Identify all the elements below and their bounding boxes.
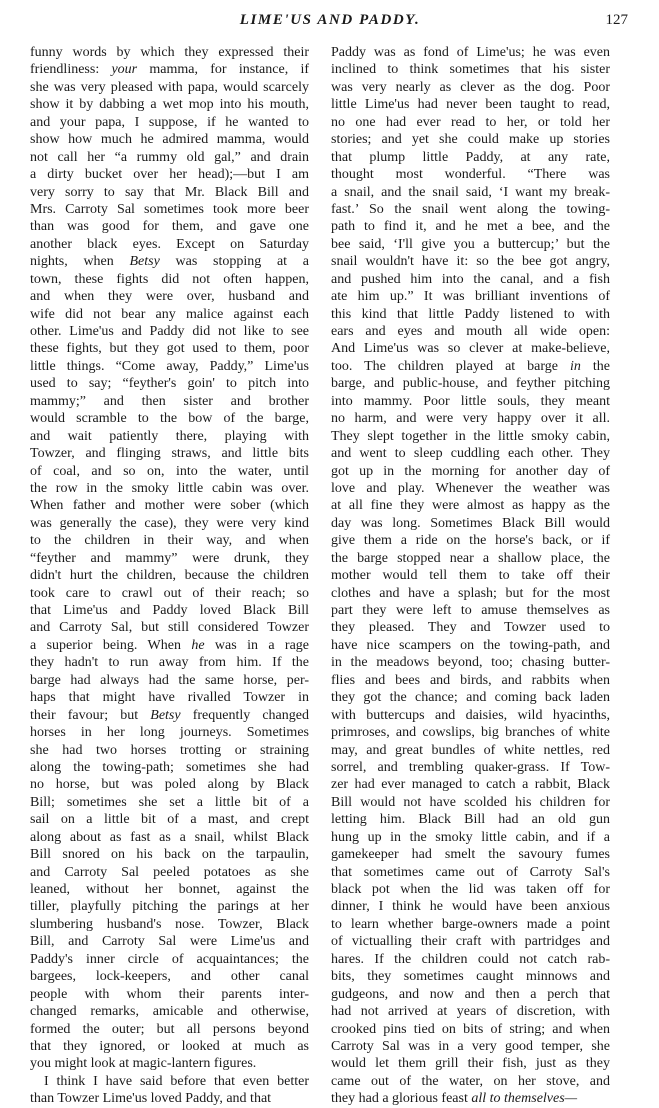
text-line: dinner, I think he would have been anxious xyxy=(331,899,610,915)
text-line: stories; and yet she could make up stories xyxy=(331,132,610,148)
text-line: that sometimes came out of Carroty Sal's xyxy=(331,864,610,880)
text-line: show how much he admired mamma, would xyxy=(30,132,309,148)
text-line: had not arrived at years of discretion, with xyxy=(331,1004,610,1020)
text-line: of coal, and so on, into the water, until xyxy=(30,463,309,479)
text-line: And Lime'us was so clever at make-believe, xyxy=(331,341,610,357)
text-line: black pot when the lid was taken off for xyxy=(331,882,610,897)
text-line: zer had ever managed to catch a rabbit, Black xyxy=(331,777,610,793)
text-line: bee said, ‘I'll give you a buttercup;’ but the xyxy=(331,236,610,252)
text-line: not call her “a rummy old gal,” and drain xyxy=(30,149,309,165)
text-line: inclined to think sometimes that his sister xyxy=(331,62,610,78)
text-line: took care to crawl out of their reach; so xyxy=(30,585,309,601)
text-line: wife did not bear any malice against each xyxy=(30,306,309,322)
text-line: no harm, and were very happy over it all. xyxy=(331,411,610,427)
text-line: to learn whether barge-owners made a point xyxy=(331,916,610,932)
text-line: hares. If the children could not catch rab- xyxy=(331,951,610,967)
text-line: Paddy was as fond of Lime'us; he was even xyxy=(331,45,610,60)
text-line: They slept together in the little smoky cabin, xyxy=(331,428,610,444)
text-line: day was long. Sometimes Black Bill would xyxy=(331,515,610,531)
text-line: and Carroty Sal peeled potatoes as she xyxy=(30,864,309,880)
text-line: and when they were over, husband and xyxy=(30,289,309,305)
text-line: with buttercups and daisies, wild hyacinths, xyxy=(331,707,610,723)
page-header xyxy=(30,12,630,38)
text-line: Bill, and Carroty Sal were Lime'us and xyxy=(30,934,309,950)
text-line: into mammy. Poor little souls, they meant xyxy=(331,393,610,409)
text-line: another black eyes. Except on Saturday xyxy=(30,236,309,252)
text-line: thought most wonderful. “There was xyxy=(331,167,610,183)
text-line: funny words by which they expressed their xyxy=(30,45,309,60)
text-line: Mrs. Carroty Sal sometimes took more beer xyxy=(30,201,309,217)
text-line: sail on a little bit of a mast, and crept xyxy=(30,812,309,828)
text-line: show it by dabbing a wet mop into his mouth, xyxy=(30,97,309,113)
text-line: and your papa, I suppose, if he wanted to xyxy=(30,114,309,130)
text-line: When father and mother were sober (which xyxy=(30,498,309,514)
text-line: primroses, and cowslips, big branches of white xyxy=(331,725,610,741)
text-line: bits, they sometimes caught minnows and xyxy=(331,969,610,985)
text-line: that Lime'us and Paddy loved Black Bill xyxy=(30,603,309,618)
text-line: too. The children played at barge in the xyxy=(331,358,611,374)
text-line: people with whom their parents inter- xyxy=(30,986,309,1002)
text-line: sorrel, and trembling quaker-grass. If Tow- xyxy=(331,759,610,775)
text-line: a dirty bucket over her head);—but I am xyxy=(30,167,309,183)
text-line: a snail, and the snail said, ‘I want my break- xyxy=(331,184,610,200)
text-line: this kind that little Paddy listened to with xyxy=(331,306,610,322)
text-line: changed remarks, amicable and otherwise, xyxy=(30,1004,309,1020)
running-head: LIME'US AND PADDY. xyxy=(239,12,421,28)
text-line: flies and bees and birds, and rabbits when xyxy=(331,672,610,688)
text-line: gudgeons, and now and then a perch that xyxy=(331,986,610,1002)
text-line: would scramble to the bow of the barge, xyxy=(30,411,309,427)
text-line: have nice scampers on the towing-path, and xyxy=(331,637,610,653)
text-line: part they were left to amuse themselves as xyxy=(331,603,610,618)
text-line: the barge stopped near a shallow place, the xyxy=(331,550,610,566)
text-line: of victualling their craft with partridges and xyxy=(331,934,610,950)
text-line: that they ignored, or looked at much as xyxy=(30,1038,309,1054)
text-line: little things. “Come away, Paddy,” Lime'us xyxy=(30,358,309,374)
text-line: tiller, playfully pitching the parings at her xyxy=(30,899,309,915)
text-line: Bill snored on his back on the tarpaulin, xyxy=(30,847,309,863)
text-line: Paddy's inner circle of acquaintances; the xyxy=(30,951,309,967)
text-line: no horse, but was poled along by Black xyxy=(30,777,309,793)
text-line: than was good for them, and gave one xyxy=(30,219,309,235)
text-line: give them a ride on the horse's back, or if xyxy=(331,533,610,549)
text-line: in the meadows beyond, too; chasing butter- xyxy=(331,655,610,671)
text-line: and pushed him into the canal, and a fish xyxy=(331,271,610,287)
text-column-right xyxy=(331,44,610,1108)
text-line: haps that might have rivalled Towzer in xyxy=(30,690,309,706)
text-line: these fights, but they got used to them, poor xyxy=(30,341,309,357)
text-line: little Lime'us had never been taught to read, xyxy=(331,97,610,113)
text-line: got up in the morning for another day of xyxy=(331,463,610,479)
text-line: to the children in their way, and when xyxy=(30,533,309,549)
text-line: and went to sleep cuddling each other. They xyxy=(331,446,610,462)
text-line: letting him. Black Bill had an old gun xyxy=(331,812,610,828)
text-line: Bill; sometimes she set a little bit of a xyxy=(30,794,309,810)
text-line: used to say; “feyther's goin' to pitch into xyxy=(30,376,309,392)
text-line: that plump little Paddy, at any rate, xyxy=(331,149,610,165)
text-line: friendliness: your mamma, for instance, if xyxy=(30,62,309,78)
text-line: along about as fast as a snail, whilst Black xyxy=(30,829,309,845)
text-line: mother would tell them to take off their xyxy=(331,568,610,584)
text-line: snail wouldn't have it: so the bee got angry, xyxy=(331,254,610,270)
text-line: would let them grill their fish, just as they xyxy=(331,1056,610,1072)
text-line: a superior being. When he was in a rage xyxy=(30,637,309,653)
text-line: “feyther and mammy” were drunk, they xyxy=(30,550,309,566)
text-line: barge had always had the same horse, per- xyxy=(30,672,309,688)
text-line: ears and eyes and mouth all wide open: xyxy=(331,324,610,339)
text-line: fast.’ So the snail went along the towing- xyxy=(331,201,610,217)
text-line: they hadn't to run away from him. If the xyxy=(30,655,309,671)
text-line: was generally the case), they were very kind xyxy=(30,515,309,531)
text-line: and Carroty Sal, but still considered Towzer xyxy=(30,620,309,636)
text-line: the row in the smoky little cabin was over. xyxy=(30,480,309,496)
text-line: along the towing-path; sometimes she had xyxy=(30,759,309,775)
text-line: didn't hurt the children, because the children xyxy=(30,568,309,584)
text-line: they had a glorious feast all to themselves— xyxy=(331,1091,578,1107)
text-line: barge, and public-house, and feyther pitching xyxy=(331,376,610,392)
text-line: than Towzer Lime'us loved Paddy, and that xyxy=(30,1091,272,1107)
text-line: bargees, lock-keepers, and other canal xyxy=(30,969,309,985)
text-line: their favour; but Betsy frequently changed xyxy=(30,707,309,723)
text-line: town, these fights did not often happen, xyxy=(30,271,309,287)
text-line: she was very pleased with papa, would scarcely xyxy=(30,79,309,95)
text-line: ate him up.” It was brilliant inventions of xyxy=(331,289,610,305)
text-line: crooked pins tied on bits of string; and when xyxy=(331,1021,610,1037)
text-line: and wait patiently there, playing with xyxy=(30,428,309,444)
text-line: you might look at magic-lantern figures. xyxy=(30,1056,257,1072)
text-line: I think I have said before that even better xyxy=(44,1073,309,1089)
text-line: hung up in the smoky little cabin, and if a xyxy=(331,829,610,845)
text-line: gamekeeper had smelt the savoury fumes xyxy=(331,847,610,863)
text-line: she had two horses trotting or straining xyxy=(30,742,309,758)
text-line: love and play. Whenever the weather was xyxy=(331,480,610,496)
text-line: Towzer, and flinging straws, and little bits xyxy=(30,446,309,462)
text-column-left xyxy=(30,44,309,1108)
text-line: very sorry to say that Mr. Black Bill and xyxy=(30,184,309,200)
text-line: Carroty Sal was in a very good temper, she xyxy=(331,1038,610,1054)
text-line: formed the outer; but all persons beyond xyxy=(30,1021,309,1037)
text-line: they got the chance; and coming back laden xyxy=(331,690,610,706)
text-line: path to find it, and he met a bee, and the xyxy=(331,219,610,235)
text-line: may, and great bundles of white nettles, red xyxy=(331,742,610,758)
text-line: Bill would not have scolded his children for xyxy=(331,794,610,810)
text-line: nights, when Betsy was stopping at a xyxy=(30,254,309,270)
text-line: at all fine they were almost as happy as the xyxy=(331,498,610,514)
text-line: other. Lime'us and Paddy did not like to see xyxy=(30,324,309,339)
text-line: slumbering husband's nose. Towzer, Black xyxy=(30,916,309,932)
text-line: was very nearly as clever as the dog. Poor xyxy=(331,79,610,95)
text-line: clothes and have a splash; but for the most xyxy=(331,585,610,601)
page-number: 127 xyxy=(605,12,628,28)
text-line: no one had ever read to her, or told her xyxy=(331,114,610,130)
text-line: came out of the water, on her stove, and xyxy=(331,1073,610,1089)
text-line: leaned, without her bonnet, against the xyxy=(30,882,309,897)
text-line: mammy;” and then sister and brother xyxy=(30,393,309,409)
text-line: they pleased. They and Towzer used to xyxy=(331,620,610,636)
text-line: horses in her long journeys. Sometimes xyxy=(30,725,309,741)
